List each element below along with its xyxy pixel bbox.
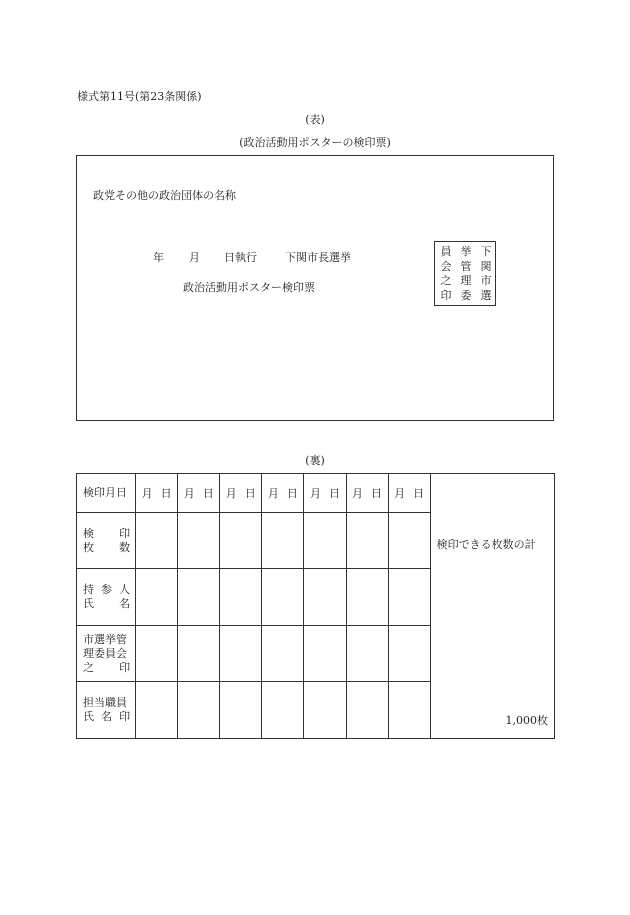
entry-cell[interactable] xyxy=(178,682,220,739)
entry-cell[interactable] xyxy=(304,569,346,626)
election-commission-seal xyxy=(434,241,496,306)
entry-cell[interactable] xyxy=(262,513,304,569)
row-label xyxy=(77,626,136,682)
row-label-text: 之 xyxy=(83,660,94,674)
month-label: 月 xyxy=(309,487,321,500)
day-label: 日 xyxy=(413,487,425,500)
seal-character: 理 xyxy=(460,274,472,287)
day-label: 日 xyxy=(244,487,256,500)
inspection-date-cell xyxy=(346,474,388,513)
year-label: 年 xyxy=(153,251,164,264)
month-label: 月 xyxy=(183,487,195,500)
total-count-value: 1,000枚 xyxy=(505,714,548,727)
month-label: 月 xyxy=(394,487,406,500)
row-label-text: 名 xyxy=(119,597,131,610)
entry-cell[interactable] xyxy=(178,569,220,626)
day-executed-label: 日執行 xyxy=(224,251,257,264)
row-label-text: 持 xyxy=(83,583,94,596)
seal-character: 員 xyxy=(440,245,452,258)
row-label-text: 印 xyxy=(119,526,131,540)
inspection-record-table xyxy=(76,473,555,739)
entry-cell[interactable] xyxy=(304,513,346,569)
entry-cell[interactable] xyxy=(220,513,262,569)
seal-character: 挙 xyxy=(460,245,472,258)
seal-character: 之 xyxy=(440,274,452,287)
front-ticket-box xyxy=(76,155,554,421)
row-label-text: 印 xyxy=(119,660,131,674)
entry-cell[interactable] xyxy=(346,569,388,626)
total-count-cell xyxy=(430,474,554,739)
row-label-text: 担当職員 xyxy=(83,696,127,709)
form-number: 様式第11号(第23条関係) xyxy=(77,90,202,103)
entry-cell[interactable] xyxy=(262,569,304,626)
row-label xyxy=(77,513,136,569)
entry-cell[interactable] xyxy=(136,682,178,739)
entry-cell[interactable] xyxy=(178,513,220,569)
entry-cell[interactable] xyxy=(220,682,262,739)
inspection-date-cell xyxy=(388,474,430,513)
entry-cell[interactable] xyxy=(136,569,178,626)
front-side-heading: (表) xyxy=(305,113,325,126)
entry-cell[interactable] xyxy=(346,682,388,739)
row-label-text: 検 xyxy=(83,526,94,540)
day-label: 日 xyxy=(160,487,172,500)
inspection-date-cell xyxy=(178,474,220,513)
day-label: 日 xyxy=(328,487,340,500)
front-side-title: (政治活動用ポスターの検印票) xyxy=(239,136,391,149)
total-count-label: 検印できる枚数の計 xyxy=(436,538,536,551)
seal-character: 市 xyxy=(480,274,492,287)
entry-cell[interactable] xyxy=(304,682,346,739)
row-label-text: 市選挙管 xyxy=(83,632,127,646)
day-label: 日 xyxy=(371,487,383,500)
seal-character: 会 xyxy=(440,259,452,273)
inspection-date-cell xyxy=(136,474,178,513)
entry-cell[interactable] xyxy=(346,513,388,569)
entry-cell[interactable] xyxy=(220,626,262,682)
seal-character: 関 xyxy=(480,259,492,273)
election-name: 下関市長選挙 xyxy=(285,251,351,264)
row-label-text: 理委員会 xyxy=(83,646,127,660)
entry-cell[interactable] xyxy=(262,682,304,739)
seal-character: 印 xyxy=(440,288,452,302)
row-label-text: 枚 xyxy=(83,540,94,554)
row-label-text: 氏 xyxy=(83,710,94,723)
party-name-label: 政党その他の政治団体の名称 xyxy=(93,189,236,202)
entry-cell[interactable] xyxy=(304,626,346,682)
seal-character: 下 xyxy=(480,245,492,258)
seal-character: 管 xyxy=(460,259,472,273)
row-label-text: 人 xyxy=(119,583,131,596)
entry-cell[interactable] xyxy=(220,569,262,626)
row-label xyxy=(77,569,136,626)
row-label-text: 参 xyxy=(101,583,113,596)
month-label: 月 xyxy=(225,487,237,500)
month-label: 月 xyxy=(352,487,364,500)
seal-character: 委 xyxy=(460,288,472,302)
month-label: 月 xyxy=(267,487,279,500)
inspection-date-cell xyxy=(304,474,346,513)
month-label: 月 xyxy=(141,487,153,500)
back-side-heading: (裏) xyxy=(305,454,325,467)
entry-cell[interactable] xyxy=(136,513,178,569)
seal-character: 選 xyxy=(480,288,492,302)
entry-cell[interactable] xyxy=(388,682,430,739)
entry-cell[interactable] xyxy=(262,626,304,682)
ticket-name: 政治活動用ポスター検印票 xyxy=(183,281,315,294)
day-label: 日 xyxy=(202,487,214,500)
inspection-date-cell xyxy=(220,474,262,513)
row-label-text: 印 xyxy=(119,710,131,723)
date-header-label: 検印月日 xyxy=(77,474,136,513)
entry-cell[interactable] xyxy=(388,569,430,626)
day-label: 日 xyxy=(286,487,298,500)
row-label-text: 氏 xyxy=(83,597,94,610)
inspection-date-cell xyxy=(262,474,304,513)
entry-cell[interactable] xyxy=(388,513,430,569)
row-label xyxy=(77,682,136,739)
entry-cell[interactable] xyxy=(346,626,388,682)
month-label: 月 xyxy=(189,251,200,264)
entry-cell[interactable] xyxy=(178,626,220,682)
entry-cell[interactable] xyxy=(388,626,430,682)
entry-cell[interactable] xyxy=(136,626,178,682)
row-label-text: 名 xyxy=(101,710,113,723)
row-label-text: 数 xyxy=(119,540,131,554)
